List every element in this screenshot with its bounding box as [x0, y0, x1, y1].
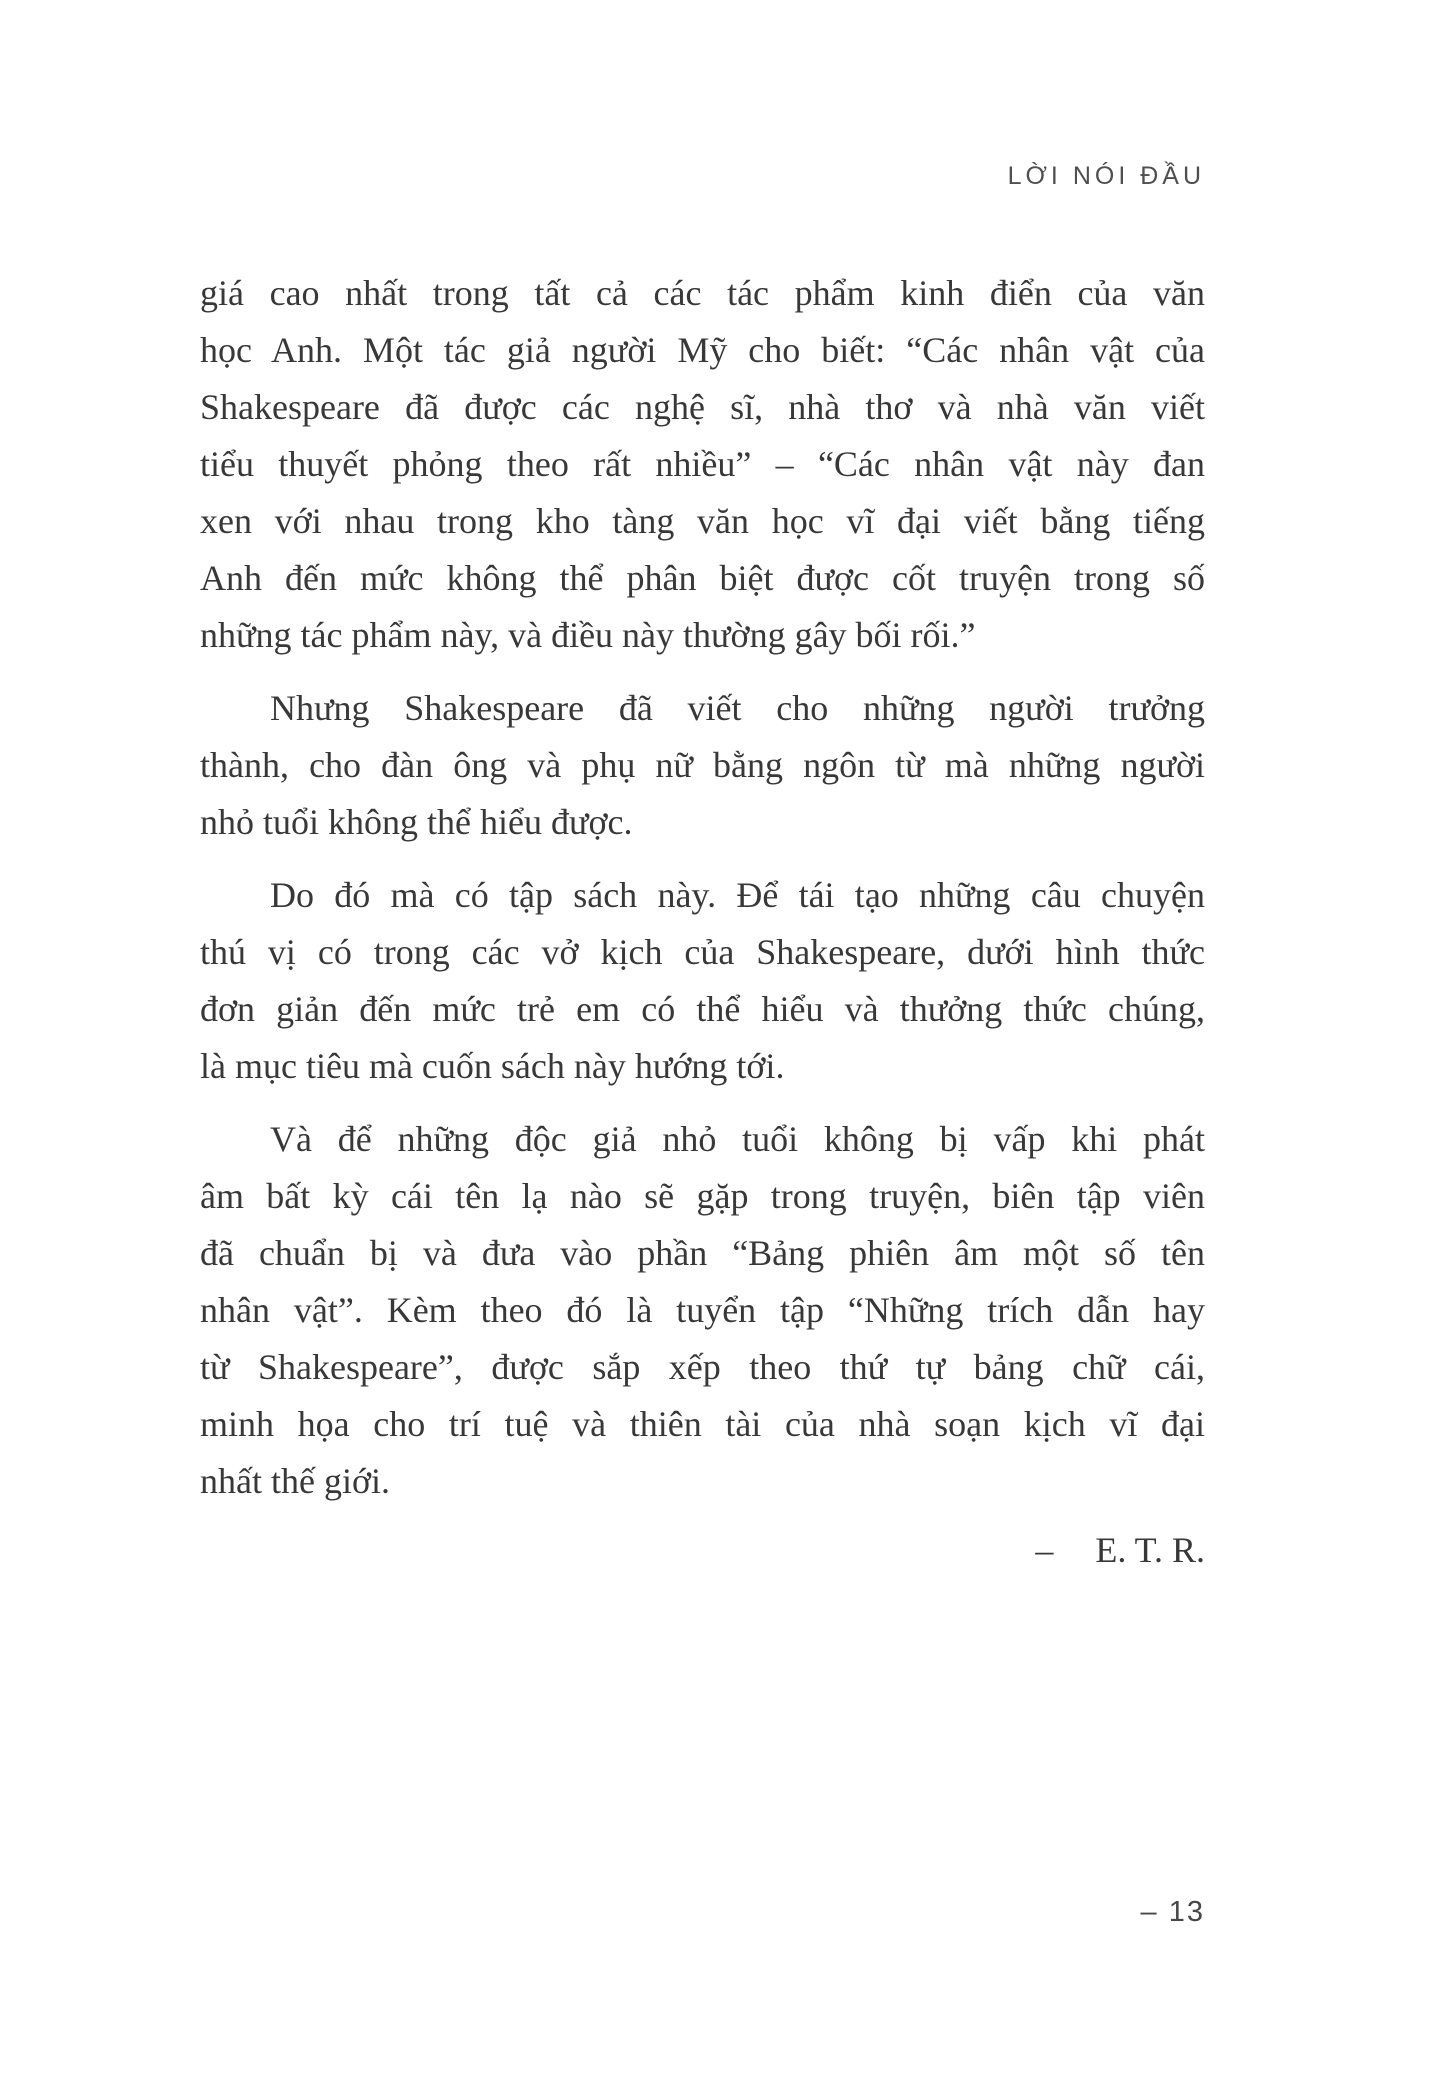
text-line: Shakespeare đã được các nghệ sĩ, nhà thơ và nhà văn viết	[200, 387, 1205, 427]
text-line: Và để những độc giả nhỏ tuổi không bị vấp khi phát	[270, 1119, 1205, 1159]
text-line: nhỏ tuổi không thể hiểu được.	[200, 802, 633, 842]
text-line: đơn giản đến mức trẻ em có thể hiểu và thưởng thức chúng,	[200, 989, 1205, 1029]
text-line: Nhưng Shakespeare đã viết cho những người trưởng	[270, 688, 1205, 728]
text-line: Do đó mà có tập sách này. Để tái tạo những câu chuyện	[270, 875, 1205, 915]
body-paragraphs	[200, 265, 1205, 1510]
paragraph	[200, 680, 1205, 851]
paragraph	[200, 265, 1205, 664]
text-line: học Anh. Một tác giả người Mỹ cho biết: “Các nhân vật của	[200, 330, 1205, 370]
running-header: LỜI NÓI ĐẦU	[1007, 162, 1205, 190]
text-line: thành, cho đàn ông và phụ nữ bằng ngôn từ mà những người	[200, 745, 1205, 785]
text-line: giá cao nhất trong tất cả các tác phẩm kinh điển của văn	[200, 273, 1205, 313]
text-line: Anh đến mức không thể phân biệt được cốt truyện trong số	[200, 558, 1205, 598]
paragraph	[200, 1111, 1205, 1510]
text-line: đã chuẩn bị và đưa vào phần “Bảng phiên âm một số tên	[200, 1233, 1205, 1273]
text-line: xen với nhau trong kho tàng văn học vĩ đại viết bằng tiếng	[200, 501, 1205, 541]
text-line: là mục tiêu mà cuốn sách này hướng tới.	[200, 1046, 785, 1086]
text-line: tiểu thuyết phỏng theo rất nhiều” – “Các nhân vật này đan	[200, 444, 1205, 484]
signature-initials: E. T. R.	[1095, 1530, 1205, 1570]
text-line: nhất thế giới.	[200, 1461, 391, 1501]
signature-line	[200, 1522, 1205, 1579]
paragraph	[200, 867, 1205, 1095]
page-number: – 13	[1140, 1896, 1205, 1928]
text-line: âm bất kỳ cái tên lạ nào sẽ gặp trong truyện, biên tập viên	[200, 1176, 1205, 1216]
text-line: nhân vật”. Kèm theo đó là tuyển tập “Những trích dẫn hay	[200, 1290, 1205, 1330]
text-line: thú vị có trong các vở kịch của Shakespeare, dưới hình thức	[200, 932, 1205, 972]
body-text	[200, 265, 1205, 1579]
signature-dash: –	[1035, 1530, 1054, 1570]
text-line: từ Shakespeare”, được sắp xếp theo thứ tự bảng chữ cái,	[200, 1347, 1205, 1387]
text-line: minh họa cho trí tuệ và thiên tài của nhà soạn kịch vĩ đại	[200, 1404, 1205, 1444]
text-line: những tác phẩm này, và điều này thường gây bối rối.”	[200, 615, 976, 655]
